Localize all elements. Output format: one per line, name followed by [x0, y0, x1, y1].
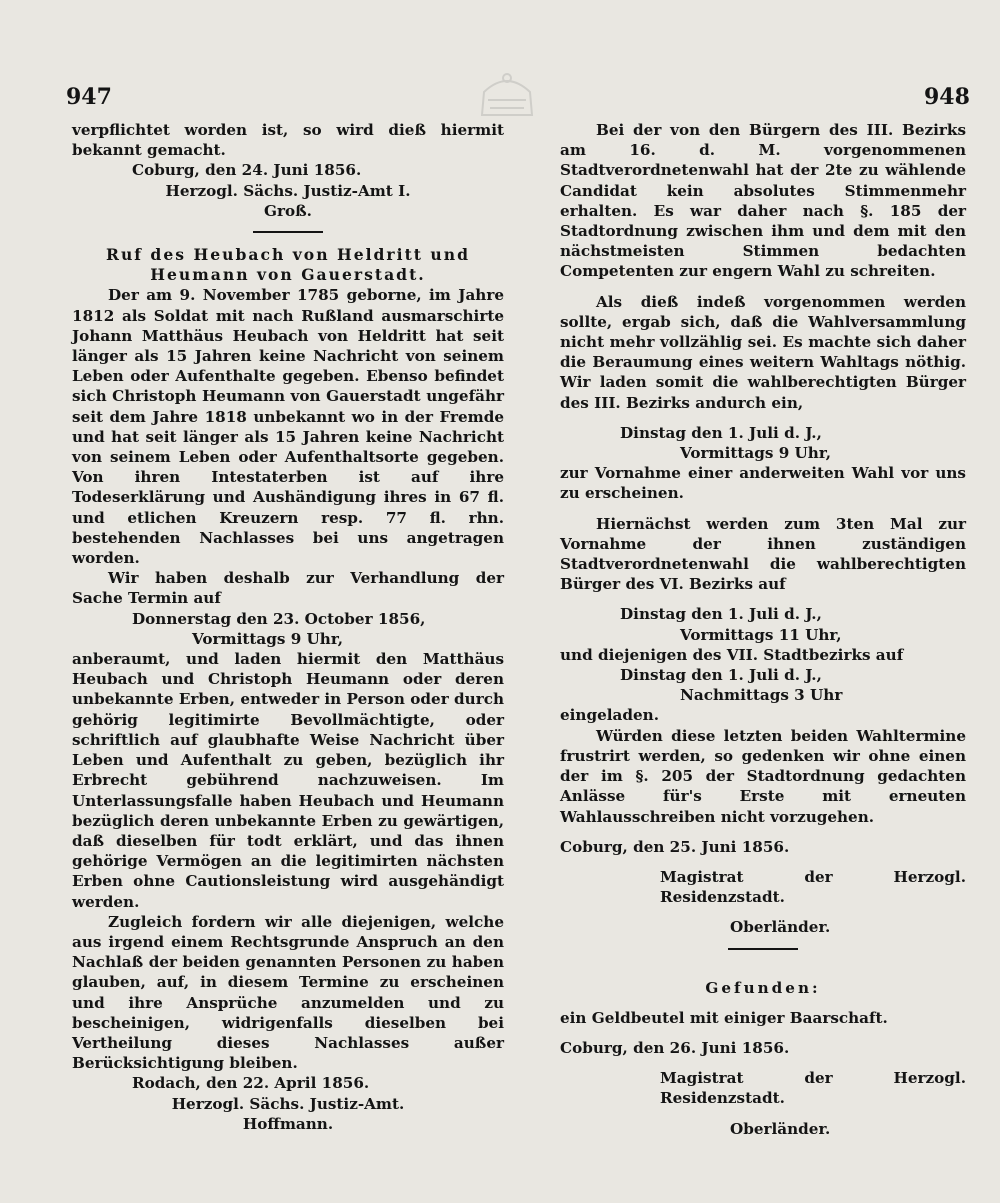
right-time-1: Vormittags 9 Uhr,: [680, 444, 832, 463]
crest-icon: [472, 70, 542, 120]
right-date-3: Dinstag den 1. Juli d. J.,: [620, 666, 822, 685]
right-signature-name-1: Oberländer.: [730, 918, 831, 937]
left-p8: anberaumt, und laden hiermit den Matthäus Heubach und Christoph Heumann oder deren unbekannte Erben, entweder in Person oder durch gehörig legitimirte Bevollmächtigte, oder schriftlich auf glaubhafte Weise Nachricht über Leben und Aufenthalt zu geben, bezüglich ihr Erbrecht gebührend nachzuweisen. Im Unterlassungsfalle haben Heubach und Heumann bezüglich deren unbekannte Erben zu gewärtigen, daß dieselben für todt erklärt, und das ihnen gehörige Vermögen an die legitimirten nächsten Erben ohne Cautionsleistung wird ausgehändigt werden.: [72, 650, 504, 911]
right-column: [560, 120, 966, 1139]
left-p4: Der am 9. November 1785 geborne, im Jahre 1812 als Soldat mit nach Rußland ausmarschirte Johann Matthäus Heubach von Heldritt hat seit länger als 15 Jahren keine Nachricht von seinem Leben oder Aufenthalte gegeben. Ebenso befindet sich Christoph Heumann von Gauerstadt ungefähr seit dem Jahre 1818 unbekannt wo in der Fremde und hat seit länger als 15 Jahren keine Nachricht von seinem Leben oder Aufenthaltsorte gegeben. Von ihren Intestaterben ist auf ihre Todeserklärung und Aushändigung ihres in 67 fl. und etlichen Kreuzern resp. 77 fl. rhn. bestehenden Nachlasses bei uns angetragen worden.: [72, 286, 504, 568]
right-date-4: Coburg, den 25. Juni 1856.: [560, 837, 790, 856]
notice-heading: Ruf des Heubach von Heldritt und Heumann von Gauerstadt.: [106, 245, 470, 285]
page-number-right: 948: [924, 84, 970, 110]
left-date-1: Coburg, den 24. Juni 1856.: [132, 161, 362, 180]
left-column: [72, 120, 504, 1134]
right-date-2: Dinstag den 1. Juli d. J.,: [620, 605, 822, 624]
right-p4: zur Vornahme einer anderweiten Wahl vor uns zu erscheinen.: [560, 464, 966, 503]
left-p5: Wir haben deshalb zur Verhandlung der Sache Termin auf: [72, 569, 504, 608]
right-date-1: Dinstag den 1. Juli d. J.,: [620, 423, 822, 442]
right-date-5: Coburg, den 26. Juni 1856.: [560, 1038, 790, 1057]
right-p5: Hiernächst werden zum 3ten Mal zur Vornahme der ihnen zuständigen Stadtverordnetenwahl die wahlberechtigten Bürger des VI. Bezirks auf: [560, 514, 966, 594]
right-p1: Als dieß indeß vorgenommen werden sollte, ergab sich, daß die Wahlversammlung nicht mehr vollzählig sei. Es machte sich daher die Beraumung eines weitern Wahltags nöthig. Wir laden somit die wahlberechtigten Bürger des III. Bezirks andurch ein,: [560, 292, 966, 412]
right-signature-office-2: Magistrat der Herzogl. Residenzstadt.: [660, 1069, 966, 1108]
page-number-left: 947: [66, 84, 112, 110]
found-heading: Gefunden:: [705, 978, 821, 997]
left-signature-name-1: Groß.: [264, 201, 312, 220]
divider-rule: [253, 231, 323, 233]
divider-rule-right: [728, 948, 798, 950]
left-p0: verpflichtet worden ist, so wird dieß hiermit bekannt gemacht.: [72, 121, 504, 160]
left-p9: Zugleich fordern wir alle diejenigen, welche aus irgend einem Rechtsgrunde Anspruch an den Nachlaß der beiden genannten Personen zu haben glauben, auf, in diesem Termine zu erscheinen und ihre Ansprüche anzumelden und zu bescheinigen, widrigenfalls dieselben bei Vertheilung dieses Nachlasses außer Berücksichtigung bleiben.: [72, 912, 504, 1073]
right-p8: und diejenigen des VII. Stadtbezirks auf: [560, 645, 904, 664]
right-signature-name-2: Oberländer.: [730, 1119, 831, 1138]
right-time-3: Nachmittags 3 Uhr: [680, 686, 843, 705]
right-p0: Bei der von den Bürgern des III. Bezirks am 16. d. M. vorgenommenen Stadtverordnetenwahl hat der 2te zu wählende Candidat kein absolutes Stimmenmehr erhalten. Es war daher nach §. 185 der Stadtordnung zwischen ihm und dem mit den nächstmeisten Stimmen bedachten Competenten zur engern Wahl zu schreiten.: [560, 121, 966, 281]
right-signature-office-1: Magistrat der Herzogl. Residenzstadt.: [660, 867, 966, 907]
left-signature-office-1: Herzogl. Sächs. Justiz-Amt I.: [165, 181, 411, 200]
left-signature-name-2: Hoffmann.: [242, 1114, 334, 1133]
left-date-2: Rodach, den 22. April 1856.: [132, 1074, 370, 1093]
left-term-date: Donnerstag den 23. October 1856,: [132, 609, 426, 628]
right-p12: Würden diese letzten beiden Wahltermine frustrirt werden, so gedenken wir ohne einen der im §. 205 der Stadtordnung gedachten Anlässe für's Erste mit erneuten Wahlausschreiben nicht vorzugehen.: [560, 726, 966, 826]
left-signature-office-2: Herzogl. Sächs. Justiz-Amt.: [171, 1094, 405, 1113]
left-term-time: Vormittags 9 Uhr,: [192, 629, 344, 648]
right-p11: eingeladen.: [560, 706, 659, 725]
found-item: ein Geldbeutel mit einiger Baarschaft.: [560, 1008, 888, 1027]
right-time-2: Vormittags 11 Uhr,: [680, 625, 842, 644]
